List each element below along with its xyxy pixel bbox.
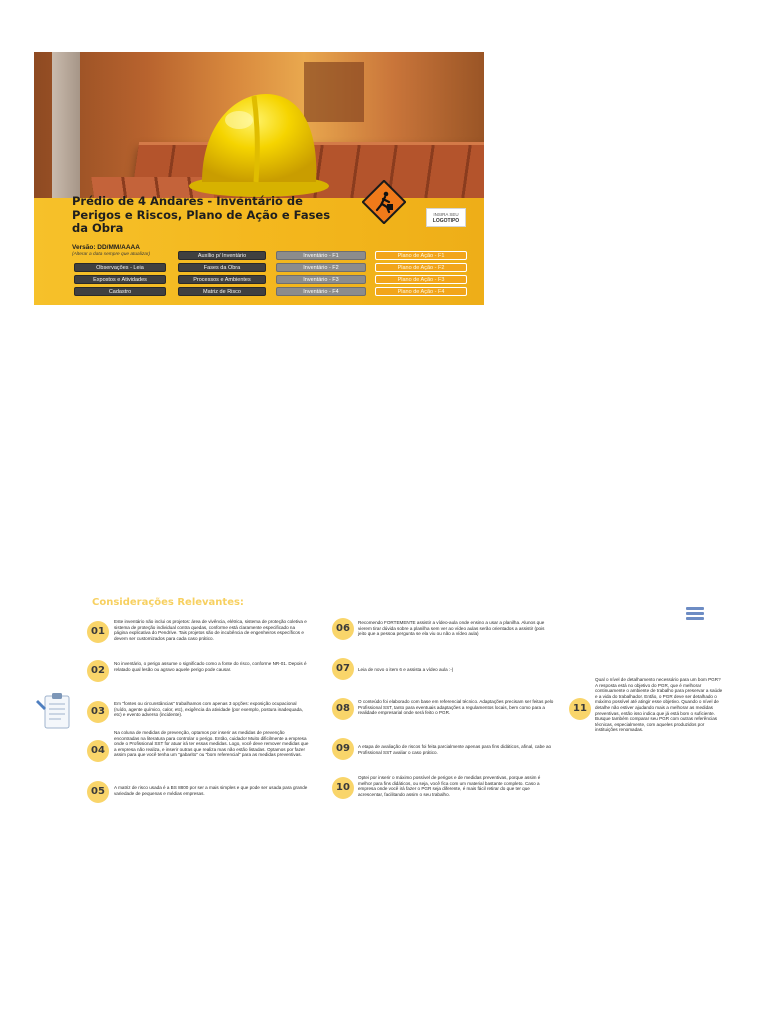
consideration-text-03: Em "fontes ou circunstâncias" trabalhamos com apenas 3 opções: exposição ocupacional (ruído, agente químico, calor, etc), exigência da atividade (por exemplo, postura inadequada, etc) e evento adverso (incidente). [114, 701, 303, 718]
nav-button-inventario-f3[interactable]: Inventário - F3 [276, 275, 366, 284]
consideration-number-09: 09 [332, 738, 354, 760]
consideration-number-06: 06 [332, 618, 354, 640]
consideration-text-08: O conteúdo foi elaborado com base em referencial técnico. Adaptações precisam ser feitas pelo Profissional SST, tanto para eventuais adaptações a regulamentos locais, bem como para a realidade empresarial onde será feito o PGR. [358, 699, 554, 716]
logo-placeholder [426, 208, 466, 227]
consideration-number-01: 01 [87, 621, 109, 643]
consideration-text-11: Qual o nível de detalhamento necessário para um bom PGR? A resposta está no objetivo do PGR, que é melhorar continuamente o ambiente de trabalho para preservar a saúde e a vida do trabalhador. Então, o PGR deve ser detalhado o máximo possível até atingir esse objetivo. Quando o nível de detalhe não estiver ajudando mais a melhorar as medidas preventivas, então isso indica que já está bom o suficiente. Busque também comparar seu PGR com outras referências técnicas, especialmente, com aqueles produzidos por instituições renomadas. [595, 677, 723, 733]
nav-button-inventario-f2[interactable]: Inventário - F2 [276, 263, 366, 272]
version-label: Versão: DD/MM/AAAA [72, 244, 140, 251]
consideration-number-07: 07 [332, 658, 354, 680]
version-note: (Alterar a data sempre que atualizar) [72, 252, 151, 257]
consideration-number-08: 08 [332, 698, 354, 720]
nav-button-plano-acao-f3[interactable]: Plano de Ação - F3 [375, 275, 467, 284]
consideration-text-06: Recomendo FORTEMENTE assistir a vídeo-aula onde ensino a usar a planilha. Alunos que vierem tirar dúvida sobre a planilha sem ver ao vídeo aulas serão orientados a assistir (pois jeito que a pessoa pergunta se ela viu ou não a vídeo aula) [358, 620, 545, 637]
nav-button-processos-ambientes[interactable]: Processos e Ambientes [178, 275, 266, 284]
clipboard-document-icon [36, 692, 72, 730]
consideration-number-02: 02 [87, 660, 109, 682]
nav-button-inventario-f4[interactable]: Inventário - F4 [276, 287, 366, 296]
consideration-text-10: Optei por inserir o máximo possível de perigos e de medidas preventivas, porque assim é melhor para fins didáticos, ou seja, você fica com um material bastante completo. Caso a empresa onde você irá fazer o PGR seja diferente, é mais fácil retirar do que ter que acrescentar, facilitando assim o seu trabalho. [358, 775, 541, 797]
consideration-text-04: Na coluna de medidas de prevenção, optamos por inserir as medidas de prevenção encontradas na literatura para controlar o perigo. Então, cuidado! Muito dificilmente a empresa onde o Profissional SST for atuar irá ter essas medidas. Logo, você deve remover medidas que a empresa não realiza, e inserir outras que realiza mas não estão listadas. Optamos por fazer assim para que você tenha um "gabarito" ou "bom referencial" para as medidas preventivas. [114, 730, 309, 758]
nav-button-auxilio-inventario[interactable]: Auxílio p/ Inventário [178, 251, 266, 260]
nav-button-fases-obra[interactable]: Fases da Obra [178, 263, 266, 272]
considerations-title: Considerações Relevantes: [92, 597, 244, 608]
construction-warning-sign-icon [362, 180, 406, 224]
header-banner [34, 52, 484, 305]
consideration-text-09: A etapa de avaliação de riscos foi feita parcialmente apenas para fins didáticos, afinal, cabe ao Profissional SST avaliar o caso prático. [358, 744, 552, 755]
logo-line-2: LOGOTIPO [432, 217, 460, 224]
page-title: Prédio de 4 Andares - Inventário de Perigos e Riscos, Plano de Ação e Fases da Obra [72, 194, 331, 235]
logo-line-1: INSIRA SEU [433, 212, 459, 217]
consideration-text-05: A matriz de risco usada é a BS 8800 por ser a mais simples e que pode ser usada para grande variedade de pequenas e médias empresas. [114, 785, 308, 796]
consideration-number-05: 05 [87, 781, 109, 803]
consideration-text-07: Leia de novo o item 6 e assista a vídeo aula :-) [358, 667, 454, 672]
consideration-text-01: Este inventário não inclui os projetos: área de vivência, elétrica, sistema de proteção coletiva e sistema de proteção individual contra quedas, conforme está claramente especificado na página explicativa do Pendrive. Tais projetos são de incubência de engenheiros específicos e devem ser customizados para cada caso prático. [114, 619, 307, 641]
consideration-number-03: 03 [87, 701, 109, 723]
consideration-number-11: 11 [569, 698, 591, 720]
consideration-text-02: No inventário, o perigo assume o significado como a fonte do risco, conforme NR-01. Depois é relatado qual lesão ou agravo aquele perigo pode causar. [114, 661, 307, 672]
consideration-number-10: 10 [332, 777, 354, 799]
hard-hat-icon [184, 86, 329, 198]
menu-icon[interactable] [686, 607, 704, 623]
nav-button-cadastro[interactable]: Cadastro [74, 287, 166, 296]
nav-button-inventario-f1[interactable]: Inventário - F1 [276, 251, 366, 260]
nav-button-plano-acao-f2[interactable]: Plano de Ação - F2 [375, 263, 467, 272]
nav-button-observacoes[interactable]: Observações - Leia [74, 263, 166, 272]
nav-button-expostos[interactable]: Expostos e Atividades [74, 275, 166, 284]
nav-button-plano-acao-f1[interactable]: Plano de Ação - F1 [375, 251, 467, 260]
consideration-number-04: 04 [87, 740, 109, 762]
nav-button-plano-acao-f4[interactable]: Plano de Ação - F4 [375, 287, 467, 296]
nav-button-matriz-risco[interactable]: Matriz de Risco [178, 287, 266, 296]
background-pole [52, 52, 80, 202]
